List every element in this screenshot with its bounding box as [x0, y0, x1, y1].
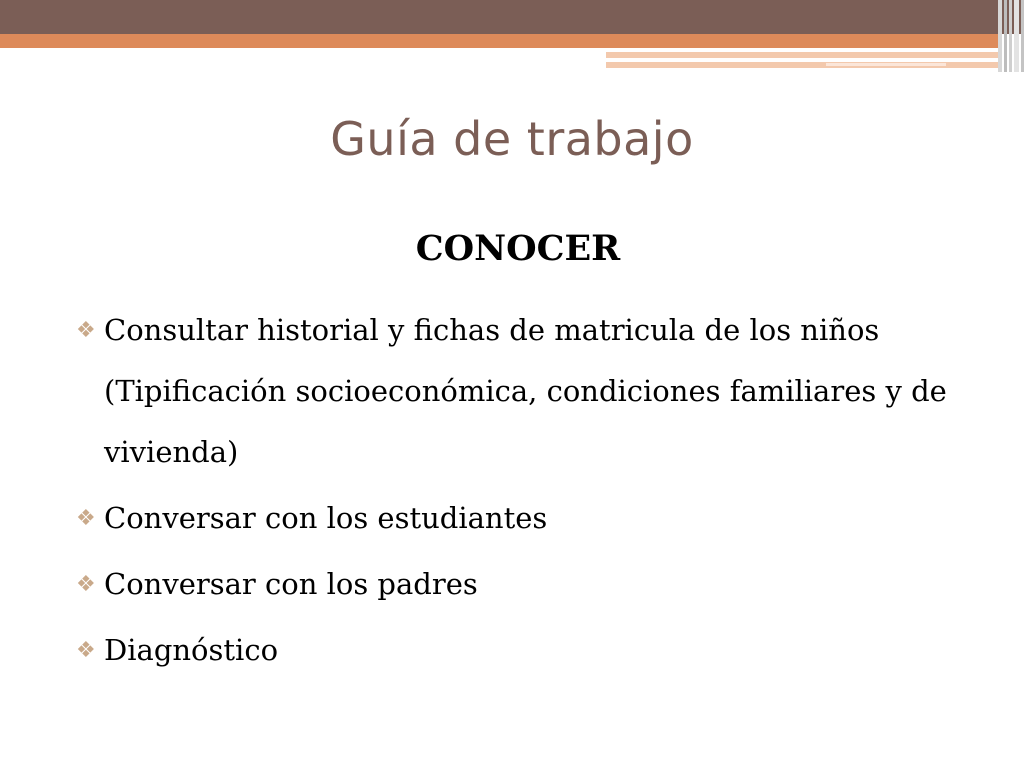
- diamond-quad-icon: ❖: [76, 506, 96, 531]
- vertical-stripe: [1004, 0, 1007, 72]
- bullet-text: Conversar con los estudiantes: [104, 501, 548, 535]
- bullet-item: [76, 300, 976, 483]
- header-peach-stripe-lower: [606, 62, 998, 68]
- bullet-item: [76, 488, 976, 549]
- diamond-quad-icon: ❖: [76, 318, 96, 343]
- bullet-text: Conversar con los padres: [104, 567, 478, 601]
- diamond-quad-icon: ❖: [76, 572, 96, 597]
- header-band: [0, 0, 1024, 34]
- bullet-text: Diagnóstico: [104, 633, 279, 667]
- bullet-list: [76, 300, 976, 686]
- vertical-stripe: [1009, 0, 1013, 72]
- bullet-item: [76, 620, 976, 681]
- vertical-stripe: [1014, 0, 1019, 72]
- header-accent-band: [0, 34, 1000, 48]
- bullet-item: [76, 554, 976, 615]
- header-peach-stripe: [606, 52, 998, 58]
- slide-subtitle: CONOCER: [415, 228, 621, 269]
- diamond-quad-icon: ❖: [76, 638, 96, 663]
- bullet-text: Consultar historial y fichas de matricula de los niños (Tipificación socioeconómica, condiciones familiares y de vivienda): [104, 313, 947, 469]
- vertical-stripe: [998, 0, 1002, 72]
- slide-title: Guía de trabajo: [330, 112, 694, 166]
- header-vertical-stripes: [996, 0, 1024, 72]
- header-peach-highlight: [826, 63, 946, 66]
